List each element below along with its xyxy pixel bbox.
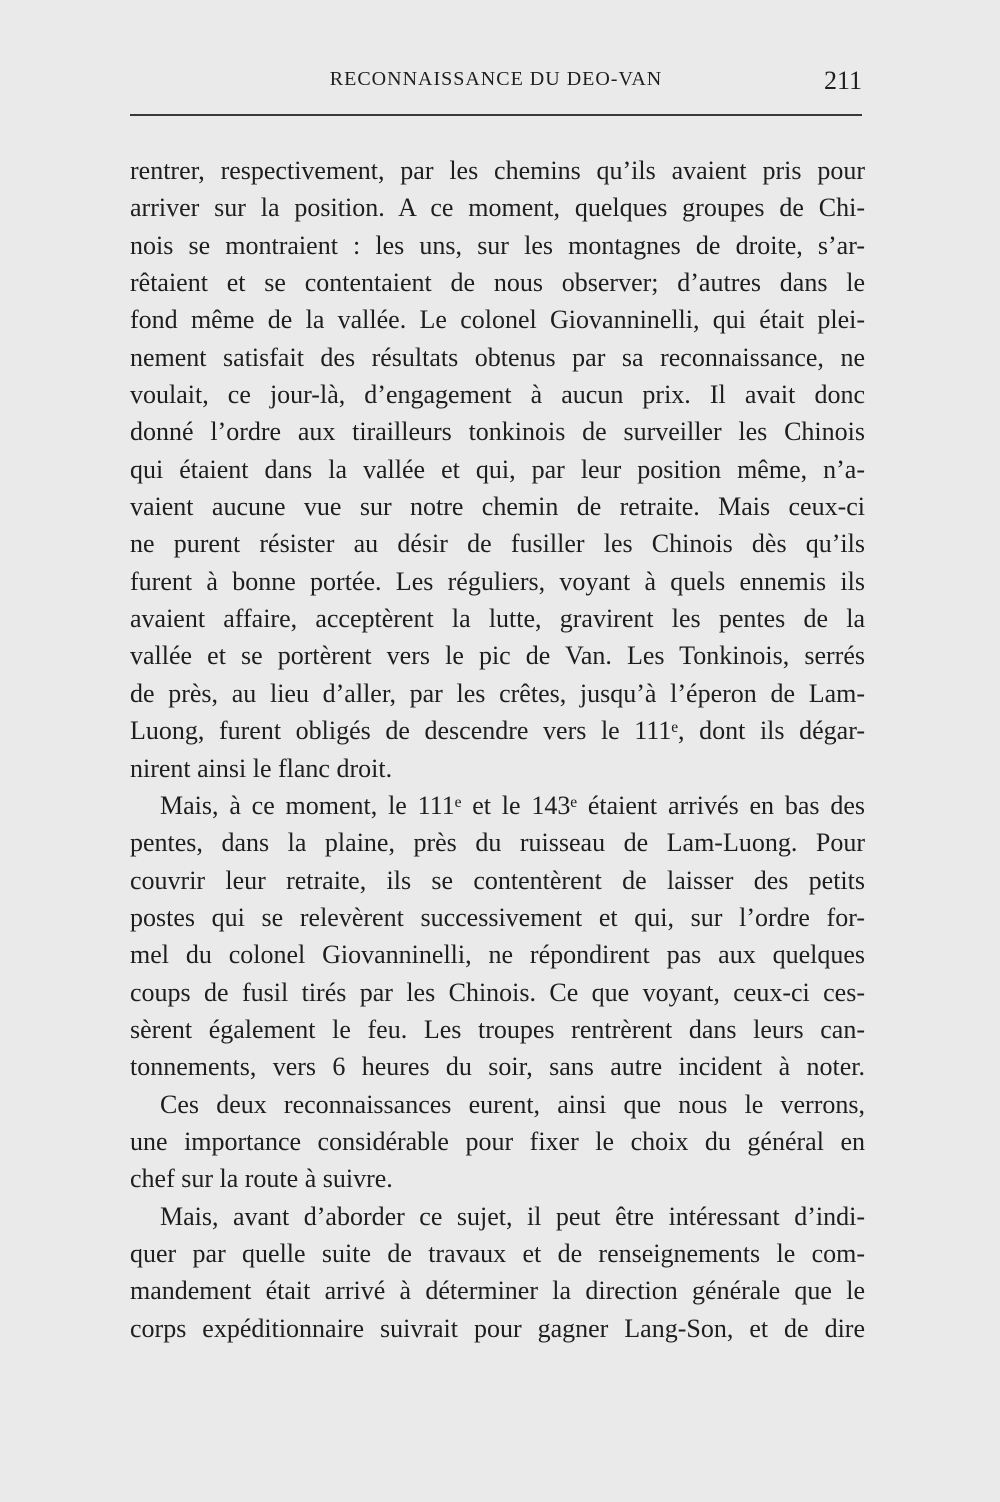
text-line: avaient affaire, acceptèrent la lutte, gravirent les pentes de la bbox=[130, 604, 865, 634]
text-line: sèrent également le feu. Les troupes rentrèrent dans leurs can- bbox=[130, 1014, 865, 1044]
text-line: de près, au lieu d’aller, par les crêtes, jusqu’à l’éperon de Lam- bbox=[130, 678, 865, 708]
text-line: pentes, dans la plaine, près du ruisseau de Lam-Luong. Pour bbox=[130, 828, 865, 858]
text-line: voulait, ce jour-là, d’engagement à aucun prix. Il avait donc bbox=[130, 380, 865, 410]
paragraph-last-line: chef sur la route à suivre. bbox=[130, 1164, 393, 1194]
text-line: arriver sur la position. A ce moment, quelques groupes de Chi- bbox=[130, 193, 865, 223]
paragraph-last-line: nirent ainsi le flanc droit. bbox=[130, 753, 393, 783]
body-text bbox=[130, 152, 865, 1347]
text-line: mandement était arrivé à déterminer la direction générale que le bbox=[130, 1276, 865, 1306]
text-line: nois se montraient : les uns, sur les montagnes de droite, s’ar- bbox=[130, 230, 865, 260]
text-line: nement satisfait des résultats obtenus par sa reconnaissance, ne bbox=[130, 342, 865, 372]
text-line: fond même de la vallée. Le colonel Giovanninelli, qui était plei- bbox=[130, 305, 865, 335]
text-line: qui étaient dans la vallée et qui, par leur position même, n’a- bbox=[130, 454, 865, 484]
paragraph-first-line: Ces deux reconnaissances eurent, ainsi que nous le verrons, bbox=[160, 1089, 865, 1119]
paragraph-last-line: tonnements, vers 6 heures du soir, sans autre incident à noter. bbox=[130, 1052, 865, 1082]
page-number: 211 bbox=[823, 66, 862, 95]
paragraph-first-line: Mais, à ce moment, le 111ᵉ et le 143ᵉ étaient arrivés en bas des bbox=[160, 790, 865, 820]
text-line: furent à bonne portée. Les réguliers, voyant à quels ennemis ils bbox=[130, 566, 865, 596]
text-line: vaient aucune vue sur notre chemin de retraite. Mais ceux-ci bbox=[130, 492, 865, 522]
text-line: ne purent résister au désir de fusiller les Chinois dès qu’ils bbox=[130, 529, 865, 559]
text-line: une importance considérable pour fixer le choix du général en bbox=[130, 1126, 865, 1156]
text-line: quer par quelle suite de travaux et de renseignements le com- bbox=[130, 1238, 865, 1268]
paragraph-first-line: Mais, avant d’aborder ce sujet, il peut être intéressant d’indi- bbox=[160, 1201, 865, 1231]
running-title: RECONNAISSANCE DU DEO-VAN bbox=[329, 68, 663, 90]
page-header bbox=[130, 66, 862, 106]
text-line: vallée et se portèrent vers le pic de Van. Les Tonkinois, serrés bbox=[130, 641, 865, 671]
text-line: mel du colonel Giovanninelli, ne répondirent pas aux quelques bbox=[130, 940, 865, 970]
text-line: couvrir leur retraite, ils se contentèrent de laisser des petits bbox=[130, 865, 865, 895]
text-line: corps expéditionnaire suivrait pour gagner Lang-Son, et de dire bbox=[130, 1313, 865, 1343]
text-line: Luong, furent obligés de descendre vers le 111ᵉ, dont ils dégar- bbox=[130, 716, 865, 746]
text-line: rêtaient et se contentaient de nous observer; d’autres dans le bbox=[130, 268, 865, 298]
header-rule bbox=[130, 114, 862, 116]
text-line: postes qui se relevèrent successivement et qui, sur l’ordre for- bbox=[130, 902, 865, 932]
text-line: donné l’ordre aux tirailleurs tonkinois de surveiller les Chinois bbox=[130, 417, 865, 447]
text-line: rentrer, respectivement, par les chemins qu’ils avaient pris pour bbox=[130, 156, 865, 185]
text-line: coups de fusil tirés par les Chinois. Ce que voyant, ceux-ci ces- bbox=[130, 977, 865, 1007]
